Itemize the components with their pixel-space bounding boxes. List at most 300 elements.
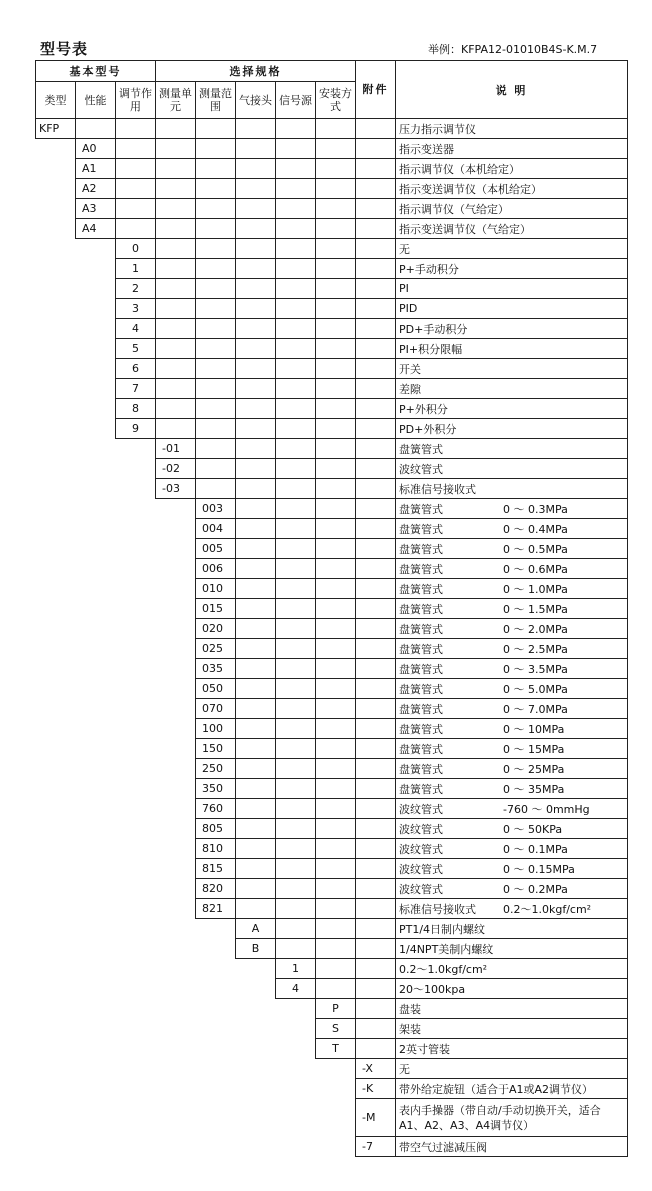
blank-cell bbox=[196, 319, 236, 339]
blank-cell bbox=[196, 339, 236, 359]
blank-cell bbox=[276, 579, 316, 599]
blank-cell bbox=[356, 279, 396, 299]
empty-cell bbox=[76, 959, 116, 979]
table-row bbox=[36, 759, 628, 779]
empty-cell bbox=[156, 719, 196, 739]
description-text: P+外积分 bbox=[399, 402, 448, 416]
empty-cell bbox=[116, 739, 156, 759]
description-text: 指示变送器 bbox=[399, 142, 454, 156]
empty-cell bbox=[36, 759, 76, 779]
empty-cell bbox=[156, 939, 196, 959]
code-cell: 4 bbox=[276, 979, 316, 999]
blank-cell bbox=[356, 459, 396, 479]
range-text: 0 ～ 0.1MPa bbox=[503, 842, 568, 856]
blank-cell bbox=[356, 1039, 396, 1059]
empty-cell bbox=[156, 799, 196, 819]
blank-cell bbox=[236, 859, 276, 879]
code-cell: A0 bbox=[76, 139, 116, 159]
blank-cell bbox=[196, 399, 236, 419]
blank-cell bbox=[276, 539, 316, 559]
table-row bbox=[36, 199, 628, 219]
header-mount-method: 安装方式 bbox=[316, 82, 356, 119]
description-cell bbox=[396, 1059, 628, 1079]
blank-cell bbox=[236, 719, 276, 739]
empty-cell bbox=[156, 1019, 196, 1039]
description-text: 标准信号接收式 bbox=[399, 902, 476, 916]
empty-cell bbox=[116, 679, 156, 699]
blank-cell bbox=[276, 439, 316, 459]
blank-cell bbox=[196, 159, 236, 179]
description-cell bbox=[396, 599, 628, 619]
empty-cell bbox=[36, 619, 76, 639]
empty-cell bbox=[36, 739, 76, 759]
blank-cell bbox=[276, 459, 316, 479]
code-cell: -X bbox=[356, 1059, 396, 1079]
blank-cell bbox=[356, 239, 396, 259]
code-cell: 2 bbox=[116, 279, 156, 299]
blank-cell bbox=[356, 839, 396, 859]
description-text: 盘簧管式 bbox=[399, 522, 443, 536]
blank-cell bbox=[236, 839, 276, 859]
code-cell: 010 bbox=[196, 579, 236, 599]
table-row bbox=[36, 319, 628, 339]
description-cell bbox=[396, 879, 628, 899]
description-cell bbox=[396, 859, 628, 879]
empty-cell bbox=[116, 1079, 156, 1099]
empty-cell bbox=[36, 319, 76, 339]
blank-cell bbox=[276, 359, 316, 379]
code-cell: 6 bbox=[116, 359, 156, 379]
blank-cell bbox=[316, 479, 356, 499]
blank-cell bbox=[236, 259, 276, 279]
description-text: 表内手操器（带自动/手动切换开关，适合A1、A2、A3、A4调节仪） bbox=[399, 1103, 601, 1132]
blank-cell bbox=[276, 159, 316, 179]
empty-cell bbox=[76, 759, 116, 779]
description-text: PI bbox=[399, 282, 409, 295]
empty-cell bbox=[76, 339, 116, 359]
code-cell: 250 bbox=[196, 759, 236, 779]
blank-cell bbox=[356, 439, 396, 459]
description-cell bbox=[396, 539, 628, 559]
description-text: PI+积分限幅 bbox=[399, 342, 463, 356]
empty-cell bbox=[156, 619, 196, 639]
description-cell bbox=[396, 719, 628, 739]
empty-cell bbox=[36, 359, 76, 379]
description-cell bbox=[396, 819, 628, 839]
blank-cell bbox=[276, 399, 316, 419]
empty-cell bbox=[76, 999, 116, 1019]
code-cell: 3 bbox=[116, 299, 156, 319]
empty-cell bbox=[236, 1079, 276, 1099]
description-cell bbox=[396, 1079, 628, 1099]
blank-cell bbox=[316, 299, 356, 319]
range-text: 0 ～ 7.0MPa bbox=[503, 702, 568, 716]
table-row bbox=[36, 1039, 628, 1059]
table-row bbox=[36, 1019, 628, 1039]
code-cell: 025 bbox=[196, 639, 236, 659]
description-cell bbox=[396, 659, 628, 679]
empty-cell bbox=[76, 799, 116, 819]
empty-cell bbox=[76, 979, 116, 999]
empty-cell bbox=[76, 839, 116, 859]
empty-cell bbox=[196, 1059, 236, 1079]
blank-cell bbox=[236, 419, 276, 439]
code-cell: -7 bbox=[356, 1137, 396, 1157]
blank-cell bbox=[356, 959, 396, 979]
empty-cell bbox=[76, 359, 116, 379]
range-text: 0 ～ 35MPa bbox=[503, 782, 565, 796]
blank-cell bbox=[236, 539, 276, 559]
code-cell: 1 bbox=[116, 259, 156, 279]
empty-cell bbox=[276, 1039, 316, 1059]
empty-cell bbox=[236, 1137, 276, 1157]
empty-cell bbox=[76, 499, 116, 519]
table-row bbox=[36, 999, 628, 1019]
table-row bbox=[36, 259, 628, 279]
table-row bbox=[36, 979, 628, 999]
blank-cell bbox=[316, 899, 356, 919]
empty-cell bbox=[156, 1079, 196, 1099]
empty-cell bbox=[36, 179, 76, 199]
description-cell bbox=[396, 359, 628, 379]
blank-cell bbox=[236, 619, 276, 639]
empty-cell bbox=[196, 1039, 236, 1059]
blank-cell bbox=[236, 599, 276, 619]
blank-cell bbox=[276, 599, 316, 619]
range-text: 0 ～ 1.5MPa bbox=[503, 602, 568, 616]
empty-cell bbox=[116, 699, 156, 719]
code-cell: 150 bbox=[196, 739, 236, 759]
empty-cell bbox=[36, 879, 76, 899]
blank-cell bbox=[356, 919, 396, 939]
description-text: 盘簧管式 bbox=[399, 542, 443, 556]
code-cell: 5 bbox=[116, 339, 156, 359]
empty-cell bbox=[156, 699, 196, 719]
description-text: 盘簧管式 bbox=[399, 602, 443, 616]
description-cell bbox=[396, 399, 628, 419]
description-cell bbox=[396, 619, 628, 639]
blank-cell bbox=[316, 199, 356, 219]
blank-cell bbox=[236, 399, 276, 419]
empty-cell bbox=[156, 739, 196, 759]
empty-cell bbox=[76, 1059, 116, 1079]
description-cell bbox=[396, 1039, 628, 1059]
empty-cell bbox=[116, 859, 156, 879]
description-text: 波纹管式 bbox=[399, 842, 443, 856]
empty-cell bbox=[76, 1019, 116, 1039]
blank-cell bbox=[316, 179, 356, 199]
code-cell: 4 bbox=[116, 319, 156, 339]
blank-cell bbox=[356, 599, 396, 619]
table-row bbox=[36, 419, 628, 439]
description-text: 带空气过滤减压阀 bbox=[399, 1140, 487, 1154]
header-select-spec: 选择规格 bbox=[156, 61, 356, 82]
empty-cell bbox=[116, 1099, 156, 1137]
description-text: 波纹管式 bbox=[399, 882, 443, 896]
blank-cell bbox=[196, 379, 236, 399]
blank-cell bbox=[356, 1019, 396, 1039]
blank-cell bbox=[76, 119, 116, 139]
blank-cell bbox=[236, 739, 276, 759]
blank-cell bbox=[236, 239, 276, 259]
empty-cell bbox=[76, 379, 116, 399]
empty-cell bbox=[276, 999, 316, 1019]
blank-cell bbox=[356, 519, 396, 539]
code-cell: KFP bbox=[36, 119, 76, 139]
code-cell: 006 bbox=[196, 559, 236, 579]
blank-cell bbox=[316, 379, 356, 399]
blank-cell bbox=[236, 279, 276, 299]
blank-cell bbox=[316, 599, 356, 619]
empty-cell bbox=[76, 539, 116, 559]
blank-cell bbox=[276, 819, 316, 839]
empty-cell bbox=[76, 599, 116, 619]
empty-cell bbox=[76, 459, 116, 479]
description-cell bbox=[396, 779, 628, 799]
empty-cell bbox=[36, 579, 76, 599]
blank-cell bbox=[156, 199, 196, 219]
description-text: 盘簧管式 bbox=[399, 582, 443, 596]
empty-cell bbox=[196, 1079, 236, 1099]
empty-cell bbox=[76, 579, 116, 599]
empty-cell bbox=[36, 679, 76, 699]
empty-cell bbox=[116, 499, 156, 519]
empty-cell bbox=[156, 539, 196, 559]
blank-cell bbox=[156, 279, 196, 299]
code-cell: 050 bbox=[196, 679, 236, 699]
empty-cell bbox=[76, 419, 116, 439]
blank-cell bbox=[356, 419, 396, 439]
description-cell bbox=[396, 939, 628, 959]
empty-cell bbox=[116, 979, 156, 999]
empty-cell bbox=[36, 559, 76, 579]
empty-cell bbox=[116, 559, 156, 579]
empty-cell bbox=[156, 859, 196, 879]
description-text: 2英寸管装 bbox=[399, 1042, 450, 1056]
code-cell: 015 bbox=[196, 599, 236, 619]
empty-cell bbox=[76, 519, 116, 539]
empty-cell bbox=[36, 919, 76, 939]
blank-cell bbox=[356, 999, 396, 1019]
empty-cell bbox=[76, 259, 116, 279]
blank-cell bbox=[236, 459, 276, 479]
empty-cell bbox=[236, 979, 276, 999]
table-row bbox=[36, 899, 628, 919]
empty-cell bbox=[36, 279, 76, 299]
blank-cell bbox=[356, 299, 396, 319]
blank-cell bbox=[316, 679, 356, 699]
empty-cell bbox=[236, 1019, 276, 1039]
description-text: PD+手动积分 bbox=[399, 322, 468, 336]
description-text: 指示调节仪（气给定） bbox=[399, 202, 509, 216]
blank-cell bbox=[236, 139, 276, 159]
blank-cell bbox=[156, 359, 196, 379]
range-text: 0 ～ 50KPa bbox=[503, 822, 563, 836]
description-cell bbox=[396, 439, 628, 459]
description-cell bbox=[396, 139, 628, 159]
description-cell bbox=[396, 299, 628, 319]
empty-cell bbox=[116, 479, 156, 499]
empty-cell bbox=[76, 699, 116, 719]
code-cell: 7 bbox=[116, 379, 156, 399]
description-cell bbox=[396, 739, 628, 759]
blank-cell bbox=[356, 859, 396, 879]
blank-cell bbox=[316, 739, 356, 759]
empty-cell bbox=[116, 579, 156, 599]
blank-cell bbox=[316, 139, 356, 159]
empty-cell bbox=[156, 899, 196, 919]
blank-cell bbox=[356, 819, 396, 839]
blank-cell bbox=[276, 639, 316, 659]
empty-cell bbox=[276, 1079, 316, 1099]
blank-cell bbox=[236, 659, 276, 679]
blank-cell bbox=[236, 579, 276, 599]
blank-cell bbox=[316, 259, 356, 279]
empty-cell bbox=[316, 1137, 356, 1157]
code-cell: -K bbox=[356, 1079, 396, 1099]
blank-cell bbox=[196, 239, 236, 259]
empty-cell bbox=[156, 1039, 196, 1059]
blank-cell bbox=[236, 779, 276, 799]
description-text: 无 bbox=[399, 242, 410, 256]
blank-cell bbox=[196, 279, 236, 299]
code-cell: 805 bbox=[196, 819, 236, 839]
blank-cell bbox=[196, 219, 236, 239]
code-cell: 004 bbox=[196, 519, 236, 539]
empty-cell bbox=[36, 959, 76, 979]
blank-cell bbox=[316, 699, 356, 719]
blank-cell bbox=[316, 459, 356, 479]
table-row bbox=[36, 459, 628, 479]
blank-cell bbox=[116, 219, 156, 239]
blank-cell bbox=[316, 939, 356, 959]
description-text: 盘簧管式 bbox=[399, 502, 443, 516]
table-row bbox=[36, 719, 628, 739]
blank-cell bbox=[356, 579, 396, 599]
blank-cell bbox=[316, 619, 356, 639]
empty-cell bbox=[316, 1099, 356, 1137]
range-text: 0 ～ 1.0MPa bbox=[503, 582, 568, 596]
header-description: 说 明 bbox=[396, 61, 628, 119]
table-row bbox=[36, 639, 628, 659]
header-measure-range: 测量范围 bbox=[196, 82, 236, 119]
empty-cell bbox=[196, 999, 236, 1019]
blank-cell bbox=[316, 639, 356, 659]
blank-cell bbox=[156, 399, 196, 419]
empty-cell bbox=[36, 1079, 76, 1099]
description-text: P+手动积分 bbox=[399, 262, 459, 276]
empty-cell bbox=[196, 1137, 236, 1157]
blank-cell bbox=[276, 739, 316, 759]
empty-cell bbox=[36, 719, 76, 739]
blank-cell bbox=[316, 719, 356, 739]
blank-cell bbox=[316, 819, 356, 839]
code-cell: -03 bbox=[156, 479, 196, 499]
description-text: 盘簧管式 bbox=[399, 682, 443, 696]
empty-cell bbox=[116, 619, 156, 639]
description-cell bbox=[396, 559, 628, 579]
empty-cell bbox=[36, 659, 76, 679]
empty-cell bbox=[76, 1099, 116, 1137]
empty-cell bbox=[36, 799, 76, 819]
description-cell bbox=[396, 339, 628, 359]
empty-cell bbox=[156, 639, 196, 659]
table-row bbox=[36, 939, 628, 959]
blank-cell bbox=[196, 139, 236, 159]
description-cell bbox=[396, 999, 628, 1019]
blank-cell bbox=[316, 119, 356, 139]
empty-cell bbox=[36, 519, 76, 539]
blank-cell bbox=[236, 339, 276, 359]
blank-cell bbox=[356, 659, 396, 679]
blank-cell bbox=[316, 919, 356, 939]
empty-cell bbox=[116, 1039, 156, 1059]
blank-cell bbox=[156, 239, 196, 259]
description-text: 盘簧管式 bbox=[399, 742, 443, 756]
empty-cell bbox=[76, 319, 116, 339]
empty-cell bbox=[116, 519, 156, 539]
header-air-connector: 气接头 bbox=[236, 82, 276, 119]
blank-cell bbox=[316, 399, 356, 419]
empty-cell bbox=[116, 999, 156, 1019]
blank-cell bbox=[276, 779, 316, 799]
header-measure-unit: 测量单元 bbox=[156, 82, 196, 119]
empty-cell bbox=[76, 719, 116, 739]
empty-cell bbox=[316, 1059, 356, 1079]
empty-cell bbox=[76, 659, 116, 679]
range-text: 0 ～ 0.3MPa bbox=[503, 502, 568, 516]
code-cell: 821 bbox=[196, 899, 236, 919]
description-text: 20～100kpa bbox=[399, 982, 466, 996]
empty-cell bbox=[36, 639, 76, 659]
empty-cell bbox=[116, 759, 156, 779]
blank-cell bbox=[356, 139, 396, 159]
description-cell bbox=[396, 699, 628, 719]
empty-cell bbox=[156, 979, 196, 999]
table-row bbox=[36, 279, 628, 299]
table-row bbox=[36, 1099, 628, 1137]
blank-cell bbox=[236, 519, 276, 539]
blank-cell bbox=[356, 479, 396, 499]
blank-cell bbox=[236, 799, 276, 819]
empty-cell bbox=[36, 419, 76, 439]
blank-cell bbox=[356, 179, 396, 199]
blank-cell bbox=[196, 459, 236, 479]
empty-cell bbox=[116, 799, 156, 819]
range-text: 0 ～ 0.6MPa bbox=[503, 562, 568, 576]
table-row bbox=[36, 359, 628, 379]
empty-cell bbox=[76, 299, 116, 319]
blank-cell bbox=[156, 119, 196, 139]
empty-cell bbox=[36, 1137, 76, 1157]
empty-cell bbox=[156, 679, 196, 699]
blank-cell bbox=[196, 439, 236, 459]
empty-cell bbox=[76, 739, 116, 759]
table-row bbox=[36, 239, 628, 259]
range-text: 0 ～ 2.0MPa bbox=[503, 622, 568, 636]
description-text: 0.2～1.0kgf/cm² bbox=[399, 962, 488, 976]
description-text: 盘簧管式 bbox=[399, 662, 443, 676]
blank-cell bbox=[316, 439, 356, 459]
code-cell: 1 bbox=[276, 959, 316, 979]
empty-cell bbox=[76, 819, 116, 839]
blank-cell bbox=[156, 139, 196, 159]
description-cell bbox=[396, 159, 628, 179]
description-cell bbox=[396, 279, 628, 299]
range-text: 0 ～ 0.2MPa bbox=[503, 882, 568, 896]
empty-cell bbox=[116, 659, 156, 679]
table-row bbox=[36, 699, 628, 719]
